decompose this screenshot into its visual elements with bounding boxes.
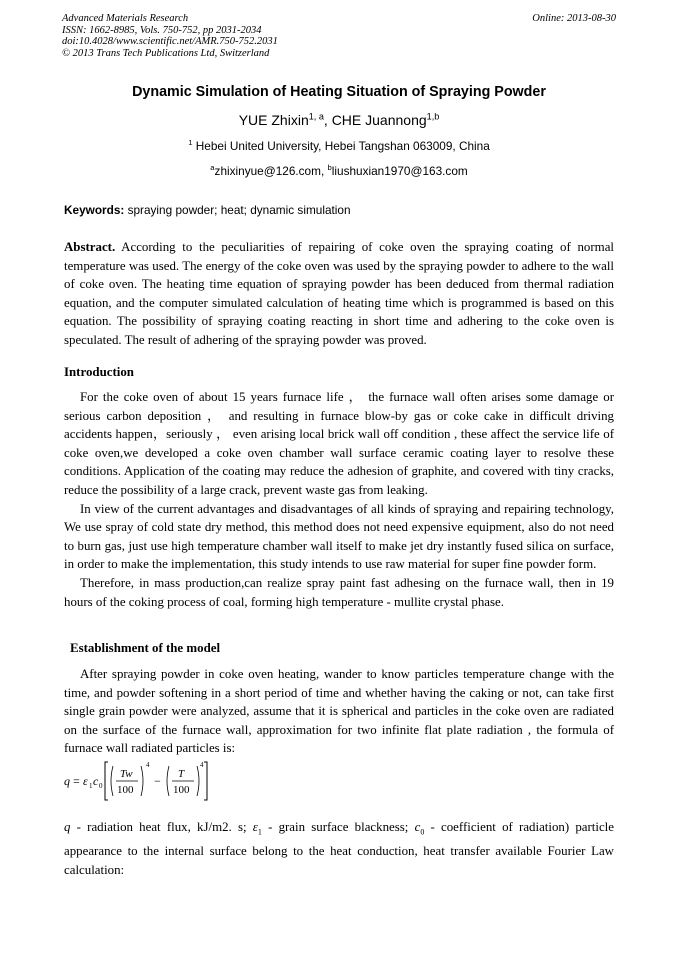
paren <box>141 766 143 796</box>
journal-name: Advanced Materials Research <box>62 13 189 24</box>
affil-text: Hebei United University, Hebei Tangshan 063009, China <box>192 139 490 153</box>
abstract-text: According to the peculiarities of repairing of coke oven the spraying coating of normal temperature was used. The energy of the coke oven was used by the spraying powder to adhere to the wall of coke oven. The heating time equation of spraying powder has been deduced from thermal radiation equation, and the computer simulated calculation of heating time which is programmed is based on this equation. The possibility of spraying coating reacting in short time and adhering to the coke oven is speculated. The result of adhering of the spraying powder was proved. <box>64 240 614 347</box>
var-q-desc: - radiation heat flux, kJ/m2. s; <box>70 820 253 834</box>
author-affil-sup: 1, a <box>308 111 324 122</box>
emails <box>0 164 678 178</box>
model-body <box>64 665 614 758</box>
formula-equals: = <box>73 774 80 788</box>
formula-q: q <box>64 774 70 788</box>
var-epsilon: ε <box>252 820 258 834</box>
author-name: CHE Juannong <box>331 112 427 128</box>
model-heading: Establishment of the model <box>70 641 221 655</box>
formula-power: 4 <box>200 761 204 769</box>
var-epsilon-desc: - grain surface blackness; <box>261 820 415 834</box>
formula-t: T <box>178 768 185 780</box>
introduction-heading: Introduction <box>64 365 134 379</box>
paren <box>111 766 113 796</box>
formula-denominator: 100 <box>117 784 134 796</box>
introduction-body <box>64 388 614 611</box>
issn: ISSN: 1662-8985, Vols. 750-752, pp 2031-2034 <box>62 24 262 36</box>
formula-denominator: 100 <box>173 784 190 796</box>
affiliation <box>0 139 678 153</box>
email-sup: a <box>210 163 215 173</box>
paragraph: In view of the current advantages and disadvantages of all kinds of spraying and repairing technology, We use spray of cold state dry method, this method does not need expensive equipment, also do not need to burn gas, just use high temperature chamber wall itself to make jet dry instantly fused silica on surface, in order to make the implementation, this study intends to use raw material for super fine powder form. <box>64 501 614 572</box>
keywords-label: Keywords: <box>64 203 125 217</box>
formula-c: c <box>93 774 99 788</box>
var-epsilon-sub: 1 <box>257 827 262 837</box>
paren <box>167 766 169 796</box>
var-c-sub: 0 <box>420 827 425 837</box>
authors <box>0 112 678 128</box>
formula-minus: − <box>154 774 161 788</box>
paper-title: Dynamic Simulation of Heating Situation of Spraying Powder <box>132 84 546 100</box>
email: zhixinyue@126.com, <box>214 164 328 178</box>
var-q: q <box>64 820 71 834</box>
formula-power: 4 <box>146 761 150 769</box>
author-name: YUE Zhixin <box>238 112 309 128</box>
radiation-formula <box>64 758 224 804</box>
keywords <box>64 203 616 217</box>
abstract-label: Abstract. <box>64 240 116 254</box>
author-separator: , <box>323 112 332 128</box>
affil-number: 1 <box>188 138 193 148</box>
variable-definitions <box>64 818 614 879</box>
var-c: c <box>414 820 421 834</box>
paragraph: Therefore, in mass production,can realize spray paint fast adhesing on the furnace wall, then in 19 hours of the coking process of coal, forming high temperature - mullite crystal phase. <box>64 575 614 609</box>
journal-header <box>62 13 616 59</box>
left-bracket <box>105 762 108 800</box>
formula-epsilon: ε <box>83 774 88 788</box>
doi: doi:10.4028/www.scientific.net/AMR.750-752.2031 <box>62 36 278 48</box>
email-sup: b <box>327 163 332 173</box>
paragraph: After spraying powder in coke oven heating, wander to know particles temperature change with the time, and powder softening in a short period of time and whether having the caking or not, can take first single grain powder were analyzed, assume that it is spherical and particles in the coke oven are radiated on the surface of the furnace wall, approximation for two infinite flat plate radiation , the formula of furnace wall radiated particles is: <box>64 667 614 756</box>
online-date: Online: 2013-08-30 <box>532 13 616 24</box>
copyright: © 2013 Trans Tech Publications Ltd, Switzerland <box>62 47 270 59</box>
paragraph: For the coke oven of about 15 years furnace life ， the furnace wall often arises some damage or serious carbon deposition ， and resulting in furnace blow-by gas or coke cake in difficult driving accidents happen，seriously ， even arising local brick wall off condition , these affect the service life of coke oven,we developed a coke oven chamber wall surface ceramic coating layer to resolve these conditions. Application of the coating may reduce the adhesion of graphite, and covered with tiny cracks, reduce the possibility of a large crack, prevent waste gas from leaking. <box>64 390 614 497</box>
author-affil-sup: 1,b <box>426 111 440 122</box>
abstract <box>64 238 614 350</box>
right-bracket <box>204 762 207 800</box>
formula-epsilon-sub: 1 <box>89 782 93 790</box>
paren <box>197 766 199 796</box>
formula-c-sub: 0 <box>99 782 103 790</box>
var-c-desc: - coefficient of radiation) particle appearance to the internal surface belong to the heat conduction, heat transfer available Fourier Law calculation: <box>64 820 614 877</box>
keywords-text: spraying powder; heat; dynamic simulation <box>124 203 351 217</box>
formula-tw: Tw <box>120 768 133 780</box>
email: liushuxian1970@163.com <box>331 164 468 178</box>
